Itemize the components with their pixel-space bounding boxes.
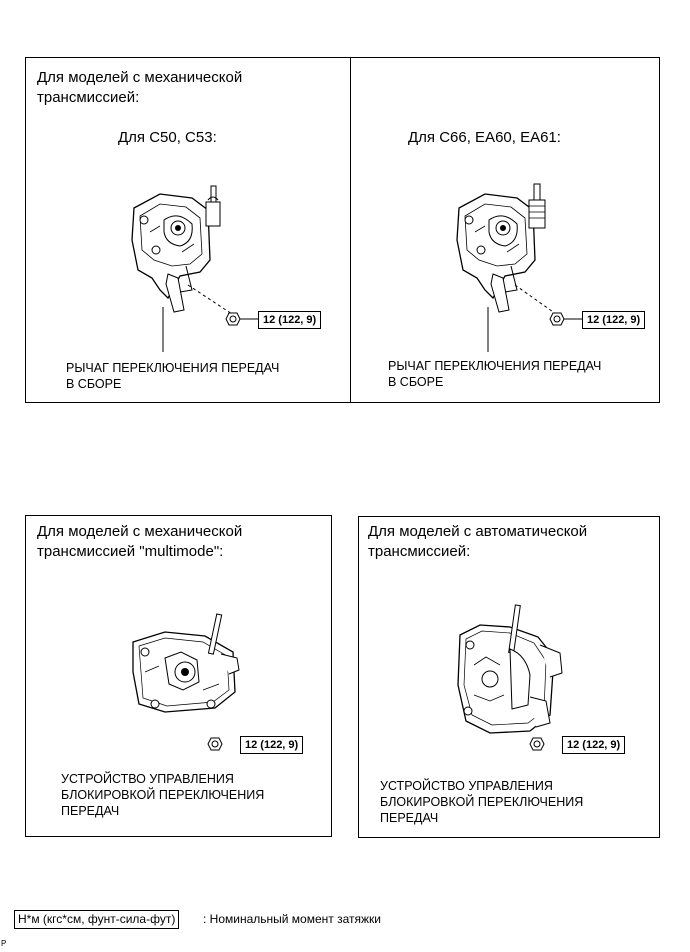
panel-1-heading-line2: трансмиссией: [37,89,140,106]
panel-4-caption-line3: ПЕРЕДАЧ [380,811,439,825]
torque-value-box: 12 (122, 9) [258,311,321,329]
panel-4-heading-line1: Для моделей с автоматической [368,523,588,540]
panel-1-caption-line2: В СБОРЕ [66,377,122,391]
shift-lever-illustration [445,180,575,320]
panel-4-caption-line1: УСТРОЙСТВО УПРАВЛЕНИЯ [380,779,553,793]
torque-value-box: 12 (122, 9) [562,736,625,754]
panel-4-caption-line2: БЛОКИРОВКОЙ ПЕРЕКЛЮЧЕНИЯ [380,795,584,809]
nut-icon [226,312,240,326]
panel-1-heading-line1: Для моделей с механической [37,69,243,86]
panel-3-heading-line2: трансмиссией "multimode": [37,543,224,560]
torque-value-box: 12 (122, 9) [582,311,645,329]
panel-1-subheading: Для C50, C53: [118,129,217,146]
panel-3-heading-line1: Для моделей с механической [37,523,243,540]
panel-2-caption-line1: РЫЧАГ ПЕРЕКЛЮЧЕНИЯ ПЕРЕДАЧ [388,359,602,373]
panel-1-caption-line1: РЫЧАГ ПЕРЕКЛЮЧЕНИЯ ПЕРЕДАЧ [66,361,280,375]
legend-unit-box: Н*м (кгс*см, фунт-сила-фут) [14,910,179,929]
panel-3-caption-line3: ПЕРЕДАЧ [61,804,120,818]
legend-description: : Номинальный момент затяжки [203,912,381,926]
panel-4-heading-line2: трансмиссией: [368,543,471,560]
corner-mark: P [1,939,7,948]
nut-icon [550,312,564,326]
panel-3-caption-line1: УСТРОЙСТВО УПРАВЛЕНИЯ [61,772,234,786]
nut-icon [530,737,544,751]
shift-lock-unit-illustration [125,612,245,722]
panel-2-subheading: Для C66, EA60, EA61: [408,129,561,146]
panel-3-caption-line2: БЛОКИРОВКОЙ ПЕРЕКЛЮЧЕНИЯ [61,788,265,802]
nut-icon [208,737,222,751]
shift-lock-unit-illustration [450,605,570,740]
panel-2-caption-line2: В СБОРЕ [388,375,444,389]
torque-value-box: 12 (122, 9) [240,736,303,754]
